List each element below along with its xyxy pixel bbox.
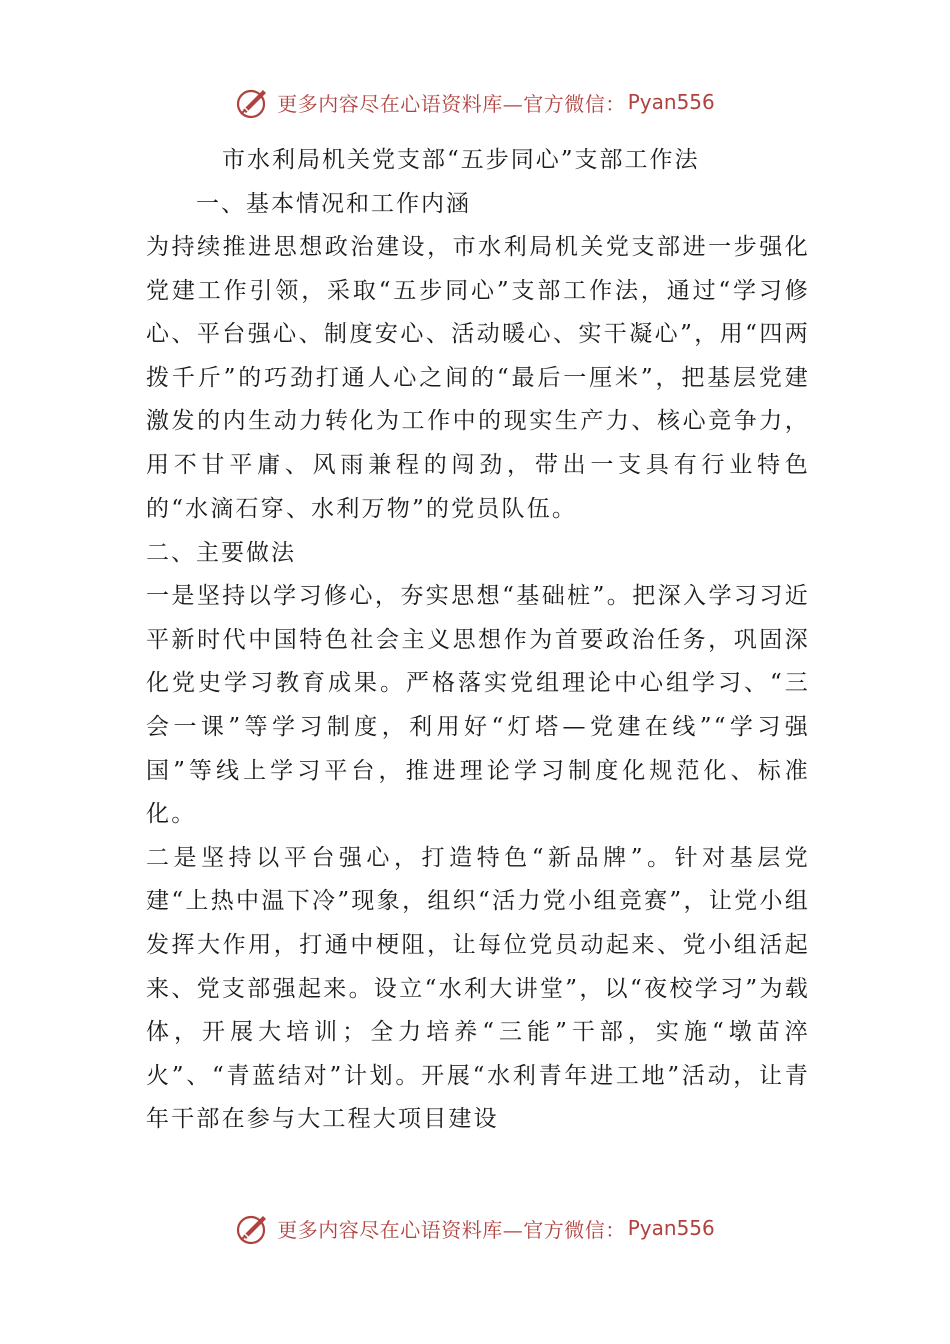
watermark-text: 更多内容尽在心语资料库—官方微信：	[277, 91, 626, 116]
section-heading-basic: 一、基本情况和工作内涵	[196, 191, 471, 217]
paragraph-platform: 二是坚持以平台强心，打造特色“新品牌”。针对基层党建“上热中温下冷”现象，组织“活力党小组竞赛”，让党小组发挥大作用，打通中梗阻，让每位党员动起来、党小组活起来、党支部强起来。设立“水利大讲堂”，以“夜校学习”为载体，开展大培训；全力培养“三能”干部，实施“墩苗淬火”、“青蓝结对”计划。开展“水利青年进工地”活动，让青年干部在参与大工程大项目建设	[146, 844, 810, 1133]
watermark-handle: Pyan556	[627, 90, 715, 114]
section-heading-methods: 二、主要做法	[146, 540, 296, 567]
watermark-footer	[0, 1208, 950, 1248]
quill-pen-logo-icon	[235, 84, 271, 120]
watermark-handle: Pyan556	[627, 1216, 715, 1240]
paragraph-basic-situation: 为持续推进思想政治建设，市水利局机关党支部进一步强化党建工作引领，采取“五步同心”支部工作法，通过“学习修心、平台强心、制度安心、活动暖心、实干凝心”，用“四两拨千斤”的巧劲打通人心之间的“最后一厘米”，把基层党建激发的内生动力转化为工作中的现实生产力、核心竞争力，用不甘平庸、风雨兼程的闯劲，带出一支具有行业特色的“水滴石穿、水利万物”的党员队伍。	[146, 234, 810, 522]
quill-pen-logo-icon	[235, 1210, 271, 1246]
watermark-text: 更多内容尽在心语资料库—官方微信：	[277, 1217, 626, 1242]
paragraph-study: 一是坚持以学习修心，夯实思想“基础桩”。把深入学习习近平新时代中国特色社会主义思想作为首要政治任务，巩固深化党史学习教育成果。严格落实党组理论中心组学习、“三会一课”等学习制度，利用好“灯塔—党建在线”“学习强国”等线上学习平台，推进理论学习制度化规范化、标准化。	[146, 583, 810, 828]
document-body	[146, 138, 810, 1142]
watermark-header	[0, 82, 950, 122]
document-title: 市水利局机关党支部“五步同心”支部工作法	[222, 147, 700, 173]
